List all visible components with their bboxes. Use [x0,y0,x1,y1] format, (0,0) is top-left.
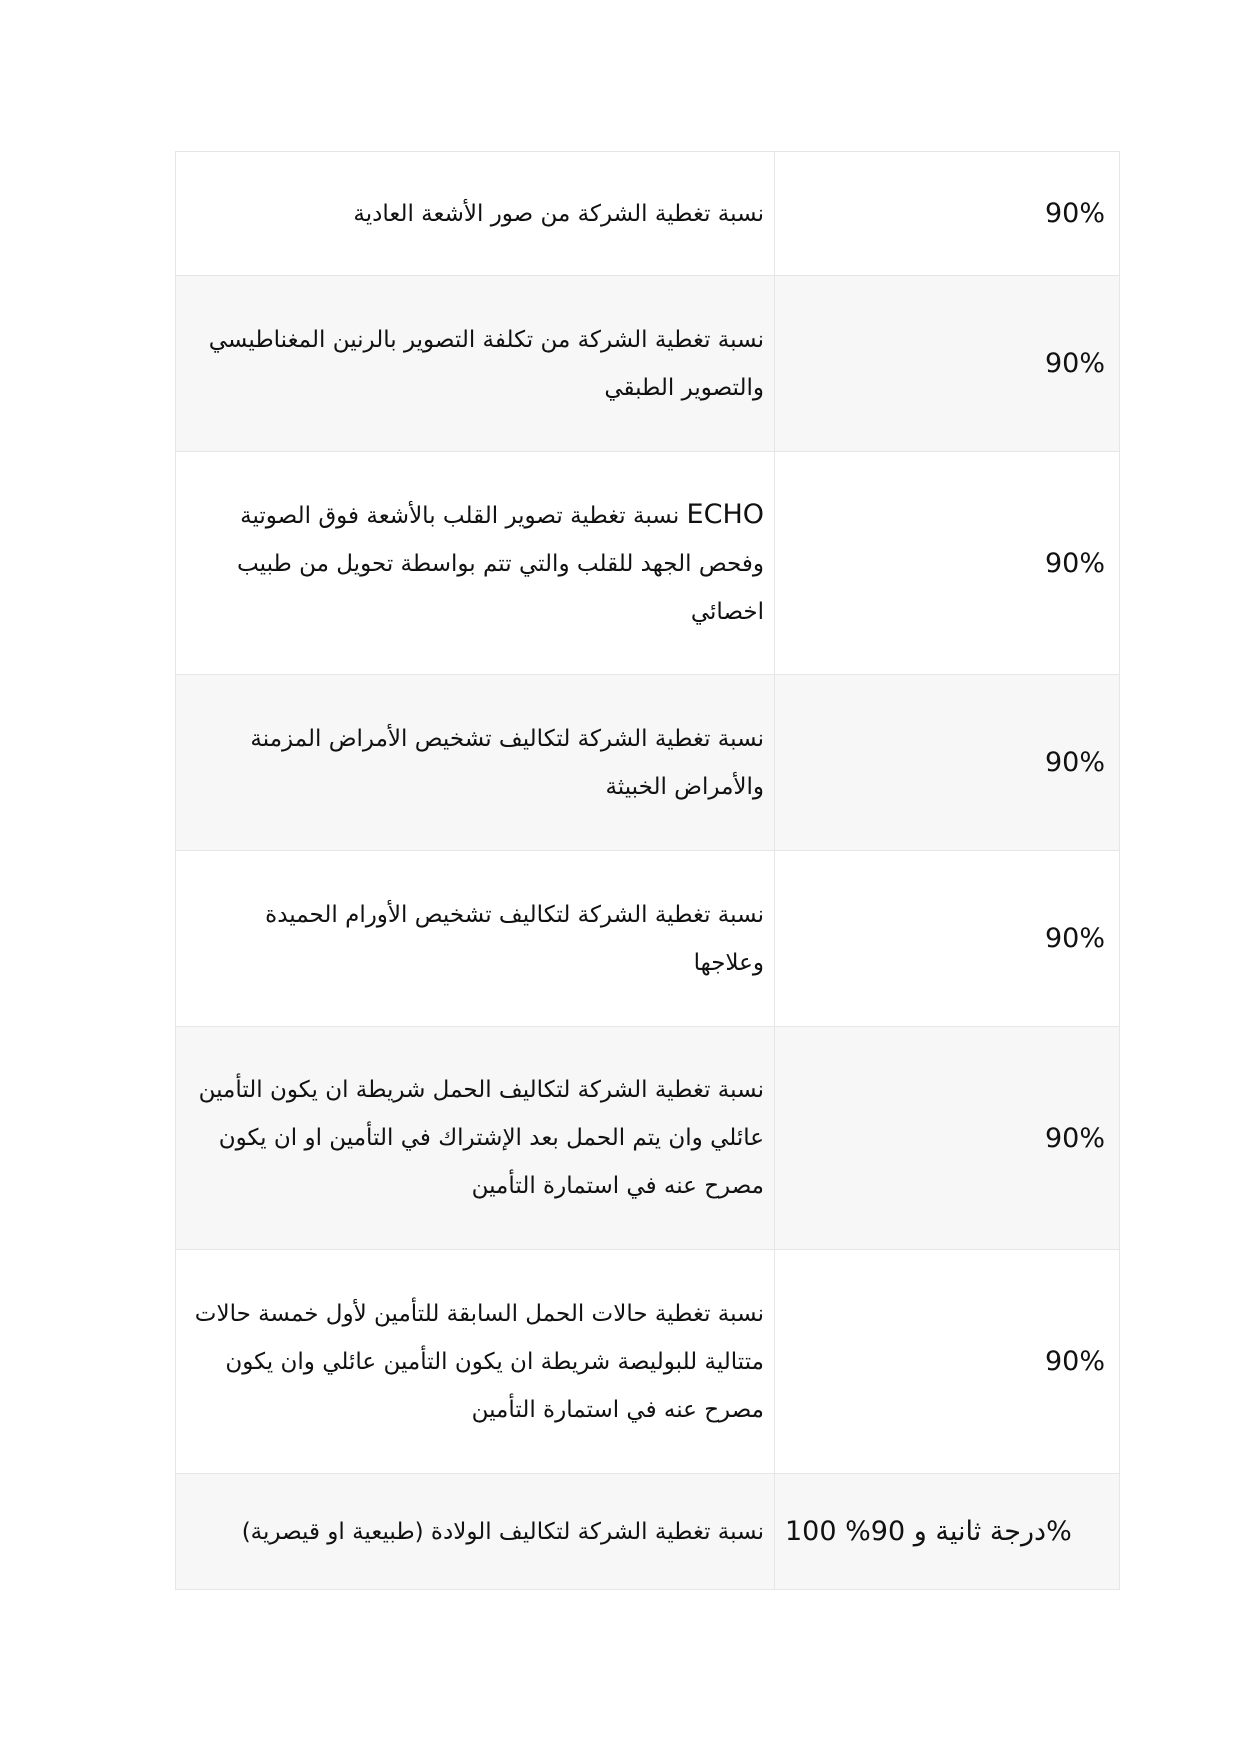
coverage-description: نسبة تغطية الشركة من صور الأشعة العادية [176,152,775,276]
coverage-description: نسبة تغطية الشركة لتكاليف تشخيص الأورام الحميدة وعلاجها [176,851,775,1027]
coverage-description: نسبة تغطية الشركة من تكلفة التصوير بالرنين المغناطيسي والتصوير الطبقي [176,276,775,452]
coverage-percentage: 90% [775,452,1120,675]
coverage-description: نسبة تغطية الشركة لتكاليف الحمل شريطة ان يكون التأمين عائلي وان يتم الحمل بعد الإشتراك في التأمين او ان يكون مصرح عنه في استمارة التأمين [176,1027,775,1250]
coverage-percentage: 90% [775,152,1120,276]
table-row [176,1250,1120,1474]
coverage-percentage: 90% [775,1027,1120,1250]
table-row [176,1474,1120,1590]
coverage-percentage: 90% [775,675,1120,851]
coverage-description: نسبة تغطية الشركة لتكاليف الولادة (طبيعية او قيصرية) [176,1474,775,1590]
echo-label: ECHO [686,498,764,530]
coverage-table [175,151,1120,1590]
coverage-percentage: 90% [775,851,1120,1027]
coverage-percentage: 90% [775,1250,1120,1474]
coverage-percentage: 90% [775,276,1120,452]
table-row [176,851,1120,1027]
coverage-description: نسبة تغطية الشركة لتكاليف تشخيص الأمراض المزمنة والأمراض الخبيثة [176,675,775,851]
table-row [176,276,1120,452]
table-row [176,152,1120,276]
coverage-percentage: درجة ثانية و 90% 100% [775,1474,1120,1590]
table-row [176,452,1120,675]
table-row [176,675,1120,851]
coverage-description: نسبة تغطية حالات الحمل السابقة للتأمين لأول خمسة حالات متتالية للبوليصة شريطة ان يكون التأمين عائلي وان يكون مصرح عنه في استمارة التأمين [176,1250,775,1474]
table-row [176,1027,1120,1250]
coverage-description [176,452,775,675]
coverage-description-text: نسبة تغطية تصوير القلب بالأشعة فوق الصوتية وفحص الجهد للقلب والتي تتم بواسطة تحويل من طبيب اخصائي [237,502,764,625]
